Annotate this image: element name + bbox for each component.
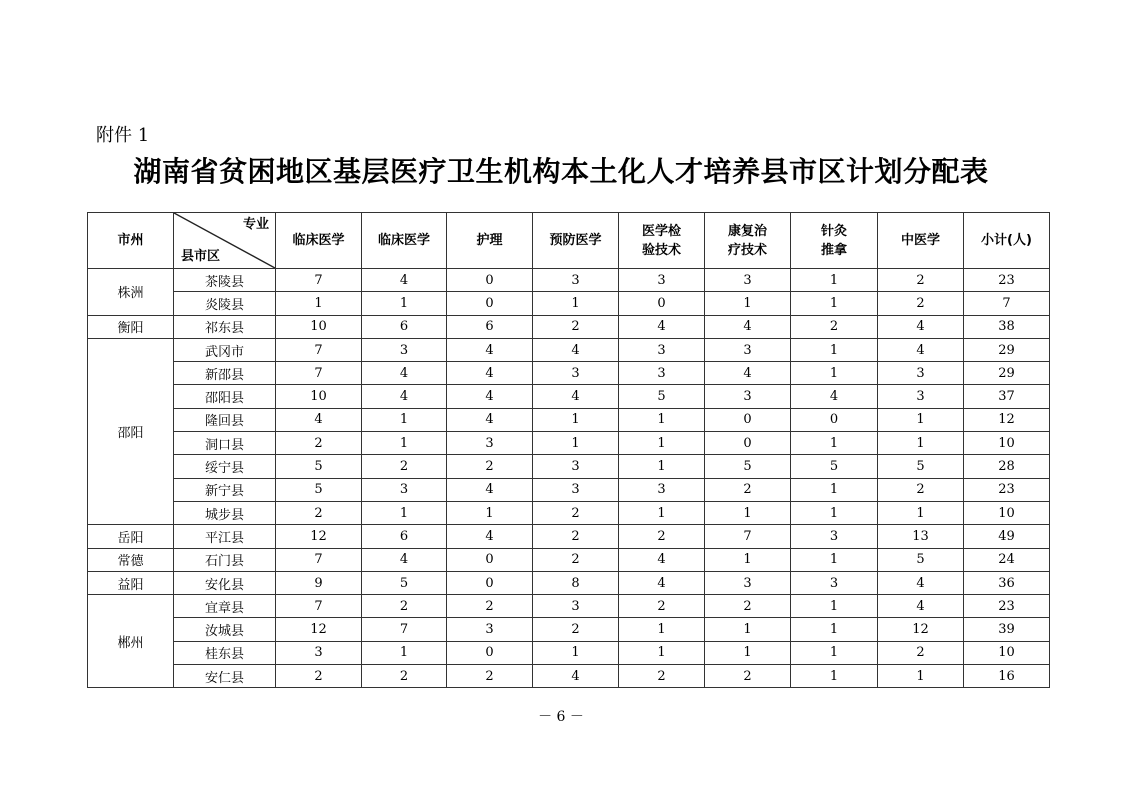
value-cell: 4 <box>533 665 619 688</box>
value-cell: 4 <box>362 362 447 385</box>
subtotal-cell: 49 <box>964 525 1050 548</box>
value-cell: 2 <box>878 292 964 315</box>
value-cell: 5 <box>705 455 791 478</box>
value-cell: 2 <box>533 501 619 524</box>
value-cell: 3 <box>705 269 791 292</box>
value-cell: 3 <box>791 571 878 594</box>
value-cell: 0 <box>705 432 791 455</box>
value-cell: 1 <box>705 548 791 571</box>
value-cell: 5 <box>878 455 964 478</box>
county-cell: 新邵县 <box>174 362 276 385</box>
header-col-5: 康复治 疗技术 <box>705 213 791 269</box>
value-cell: 1 <box>619 408 705 431</box>
subtotal-cell: 29 <box>964 362 1050 385</box>
value-cell: 2 <box>705 665 791 688</box>
value-cell: 3 <box>362 338 447 361</box>
subtotal-cell: 36 <box>964 571 1050 594</box>
value-cell: 1 <box>705 618 791 641</box>
value-cell: 1 <box>362 432 447 455</box>
value-cell: 9 <box>276 571 362 594</box>
value-cell: 0 <box>447 641 533 664</box>
value-cell: 4 <box>619 571 705 594</box>
value-cell: 1 <box>619 501 705 524</box>
value-cell: 1 <box>791 618 878 641</box>
page-number: － 6 － <box>538 709 584 725</box>
value-cell: 12 <box>276 525 362 548</box>
table-row <box>88 641 1050 664</box>
value-cell: 1 <box>619 618 705 641</box>
value-cell: 5 <box>878 548 964 571</box>
value-cell: 1 <box>362 292 447 315</box>
value-cell: 4 <box>447 478 533 501</box>
value-cell: 1 <box>878 501 964 524</box>
value-cell: 7 <box>705 525 791 548</box>
value-cell: 1 <box>791 432 878 455</box>
value-cell: 1 <box>705 292 791 315</box>
value-cell: 2 <box>447 455 533 478</box>
value-cell: 1 <box>705 501 791 524</box>
allocation-table <box>87 212 1050 688</box>
table-row <box>88 548 1050 571</box>
value-cell: 4 <box>533 385 619 408</box>
value-cell: 2 <box>878 478 964 501</box>
value-cell: 4 <box>447 408 533 431</box>
value-cell: 0 <box>447 269 533 292</box>
subtotal-cell: 7 <box>964 292 1050 315</box>
table-row <box>88 525 1050 548</box>
table-row <box>88 432 1050 455</box>
header-city: 市州 <box>88 213 174 269</box>
table-row <box>88 455 1050 478</box>
city-cell: 株洲 <box>88 269 174 316</box>
subtotal-cell: 23 <box>964 478 1050 501</box>
value-cell: 2 <box>878 641 964 664</box>
value-cell: 0 <box>447 571 533 594</box>
value-cell: 1 <box>447 501 533 524</box>
value-cell: 4 <box>362 548 447 571</box>
table-row <box>88 618 1050 641</box>
value-cell: 3 <box>619 338 705 361</box>
value-cell: 3 <box>619 478 705 501</box>
value-cell: 1 <box>791 548 878 571</box>
value-cell: 2 <box>619 665 705 688</box>
table-row <box>88 362 1050 385</box>
value-cell: 2 <box>619 525 705 548</box>
value-cell: 2 <box>705 595 791 618</box>
value-cell: 7 <box>276 269 362 292</box>
city-cell: 郴州 <box>88 595 174 688</box>
subtotal-cell: 12 <box>964 408 1050 431</box>
document-title: 湖南省贫困地区基层医疗卫生机构本土化人才培养县市区计划分配表 <box>133 155 989 188</box>
value-cell: 4 <box>447 362 533 385</box>
value-cell: 8 <box>533 571 619 594</box>
value-cell: 4 <box>276 408 362 431</box>
value-cell: 2 <box>705 478 791 501</box>
value-cell: 1 <box>276 292 362 315</box>
header-county-label: 县市区 <box>181 249 221 264</box>
value-cell: 3 <box>276 641 362 664</box>
value-cell: 0 <box>619 292 705 315</box>
city-cell: 益阳 <box>88 571 174 594</box>
value-cell: 1 <box>878 408 964 431</box>
table-row <box>88 571 1050 594</box>
value-cell: 1 <box>791 501 878 524</box>
value-cell: 0 <box>705 408 791 431</box>
value-cell: 1 <box>705 641 791 664</box>
value-cell: 4 <box>878 595 964 618</box>
table-row <box>88 269 1050 292</box>
value-cell: 2 <box>276 501 362 524</box>
value-cell: 4 <box>533 338 619 361</box>
value-cell: 3 <box>533 455 619 478</box>
subtotal-cell: 24 <box>964 548 1050 571</box>
subtotal-cell: 39 <box>964 618 1050 641</box>
value-cell: 6 <box>362 315 447 338</box>
value-cell: 5 <box>276 455 362 478</box>
county-cell: 洞口县 <box>174 432 276 455</box>
value-cell: 1 <box>791 478 878 501</box>
value-cell: 1 <box>619 641 705 664</box>
county-cell: 绥宁县 <box>174 455 276 478</box>
value-cell: 2 <box>619 595 705 618</box>
subtotal-cell: 29 <box>964 338 1050 361</box>
value-cell: 1 <box>619 455 705 478</box>
value-cell: 13 <box>878 525 964 548</box>
value-cell: 5 <box>276 478 362 501</box>
table-body <box>88 269 1050 688</box>
table-row <box>88 501 1050 524</box>
header-col-1: 临床医学 <box>362 213 447 269</box>
county-cell: 城步县 <box>174 501 276 524</box>
value-cell: 2 <box>533 315 619 338</box>
value-cell: 1 <box>878 665 964 688</box>
header-col-2: 护理 <box>447 213 533 269</box>
value-cell: 1 <box>791 362 878 385</box>
table-row <box>88 385 1050 408</box>
value-cell: 1 <box>791 641 878 664</box>
header-row <box>88 213 1050 269</box>
value-cell: 1 <box>533 432 619 455</box>
value-cell: 1 <box>362 641 447 664</box>
value-cell: 7 <box>276 362 362 385</box>
header-col-0: 临床医学 <box>276 213 362 269</box>
value-cell: 1 <box>533 408 619 431</box>
county-cell: 武冈市 <box>174 338 276 361</box>
value-cell: 10 <box>276 385 362 408</box>
value-cell: 6 <box>362 525 447 548</box>
value-cell: 2 <box>447 595 533 618</box>
value-cell: 2 <box>276 665 362 688</box>
table-row <box>88 665 1050 688</box>
city-cell: 岳阳 <box>88 525 174 548</box>
value-cell: 3 <box>533 595 619 618</box>
value-cell: 2 <box>878 269 964 292</box>
value-cell: 1 <box>878 432 964 455</box>
value-cell: 6 <box>447 315 533 338</box>
table-row <box>88 408 1050 431</box>
city-cell: 衡阳 <box>88 315 174 338</box>
city-cell: 常德 <box>88 548 174 571</box>
subtotal-cell: 10 <box>964 501 1050 524</box>
value-cell: 3 <box>619 362 705 385</box>
value-cell: 1 <box>533 292 619 315</box>
value-cell: 10 <box>276 315 362 338</box>
value-cell: 2 <box>533 525 619 548</box>
table-row <box>88 292 1050 315</box>
county-cell: 安仁县 <box>174 665 276 688</box>
value-cell: 0 <box>791 408 878 431</box>
value-cell: 1 <box>362 408 447 431</box>
county-cell: 宜章县 <box>174 595 276 618</box>
city-cell: 邵阳 <box>88 338 174 524</box>
value-cell: 2 <box>276 432 362 455</box>
county-cell: 平江县 <box>174 525 276 548</box>
value-cell: 4 <box>878 338 964 361</box>
value-cell: 3 <box>533 362 619 385</box>
value-cell: 4 <box>447 385 533 408</box>
attachment-label: 附件 1 <box>96 125 150 146</box>
value-cell: 0 <box>447 548 533 571</box>
header-col-6: 针灸 推拿 <box>791 213 878 269</box>
value-cell: 3 <box>619 269 705 292</box>
value-cell: 3 <box>447 618 533 641</box>
subtotal-cell: 28 <box>964 455 1050 478</box>
county-cell: 安化县 <box>174 571 276 594</box>
value-cell: 2 <box>362 595 447 618</box>
value-cell: 3 <box>362 478 447 501</box>
header-diagonal-cell <box>174 213 276 269</box>
subtotal-cell: 23 <box>964 595 1050 618</box>
value-cell: 3 <box>791 525 878 548</box>
value-cell: 3 <box>533 478 619 501</box>
value-cell: 3 <box>705 385 791 408</box>
value-cell: 1 <box>791 269 878 292</box>
value-cell: 3 <box>705 338 791 361</box>
value-cell: 7 <box>362 618 447 641</box>
value-cell: 2 <box>447 665 533 688</box>
value-cell: 1 <box>533 641 619 664</box>
value-cell: 7 <box>276 548 362 571</box>
county-cell: 祁东县 <box>174 315 276 338</box>
subtotal-cell: 16 <box>964 665 1050 688</box>
value-cell: 1 <box>362 501 447 524</box>
value-cell: 0 <box>447 292 533 315</box>
value-cell: 4 <box>619 315 705 338</box>
header-col-3: 预防医学 <box>533 213 619 269</box>
value-cell: 1 <box>791 665 878 688</box>
value-cell: 2 <box>362 455 447 478</box>
county-cell: 邵阳县 <box>174 385 276 408</box>
value-cell: 3 <box>447 432 533 455</box>
county-cell: 石门县 <box>174 548 276 571</box>
value-cell: 3 <box>878 385 964 408</box>
value-cell: 4 <box>791 385 878 408</box>
header-col-7: 中医学 <box>878 213 964 269</box>
value-cell: 12 <box>276 618 362 641</box>
subtotal-cell: 10 <box>964 641 1050 664</box>
county-cell: 桂东县 <box>174 641 276 664</box>
value-cell: 7 <box>276 338 362 361</box>
value-cell: 3 <box>533 269 619 292</box>
value-cell: 4 <box>705 315 791 338</box>
value-cell: 1 <box>619 432 705 455</box>
value-cell: 5 <box>362 571 447 594</box>
county-cell: 新宁县 <box>174 478 276 501</box>
value-cell: 1 <box>791 292 878 315</box>
value-cell: 3 <box>878 362 964 385</box>
value-cell: 7 <box>276 595 362 618</box>
value-cell: 12 <box>878 618 964 641</box>
county-cell: 炎陵县 <box>174 292 276 315</box>
value-cell: 4 <box>362 269 447 292</box>
subtotal-cell: 37 <box>964 385 1050 408</box>
value-cell: 1 <box>791 595 878 618</box>
subtotal-cell: 38 <box>964 315 1050 338</box>
value-cell: 3 <box>705 571 791 594</box>
value-cell: 2 <box>533 618 619 641</box>
value-cell: 2 <box>362 665 447 688</box>
county-cell: 茶陵县 <box>174 269 276 292</box>
value-cell: 4 <box>878 571 964 594</box>
value-cell: 4 <box>362 385 447 408</box>
value-cell: 4 <box>705 362 791 385</box>
county-cell: 隆回县 <box>174 408 276 431</box>
header-col-4: 医学检 验技术 <box>619 213 705 269</box>
table-row <box>88 595 1050 618</box>
subtotal-cell: 23 <box>964 269 1050 292</box>
value-cell: 4 <box>619 548 705 571</box>
county-cell: 汝城县 <box>174 618 276 641</box>
table-row <box>88 478 1050 501</box>
value-cell: 5 <box>619 385 705 408</box>
subtotal-cell: 10 <box>964 432 1050 455</box>
table-row <box>88 315 1050 338</box>
header-col-8: 小计(人) <box>964 213 1050 269</box>
value-cell: 4 <box>447 525 533 548</box>
table-row <box>88 338 1050 361</box>
value-cell: 4 <box>447 338 533 361</box>
header-major-label: 专业 <box>242 217 269 232</box>
value-cell: 1 <box>791 338 878 361</box>
value-cell: 2 <box>791 315 878 338</box>
value-cell: 5 <box>791 455 878 478</box>
value-cell: 4 <box>878 315 964 338</box>
value-cell: 2 <box>533 548 619 571</box>
